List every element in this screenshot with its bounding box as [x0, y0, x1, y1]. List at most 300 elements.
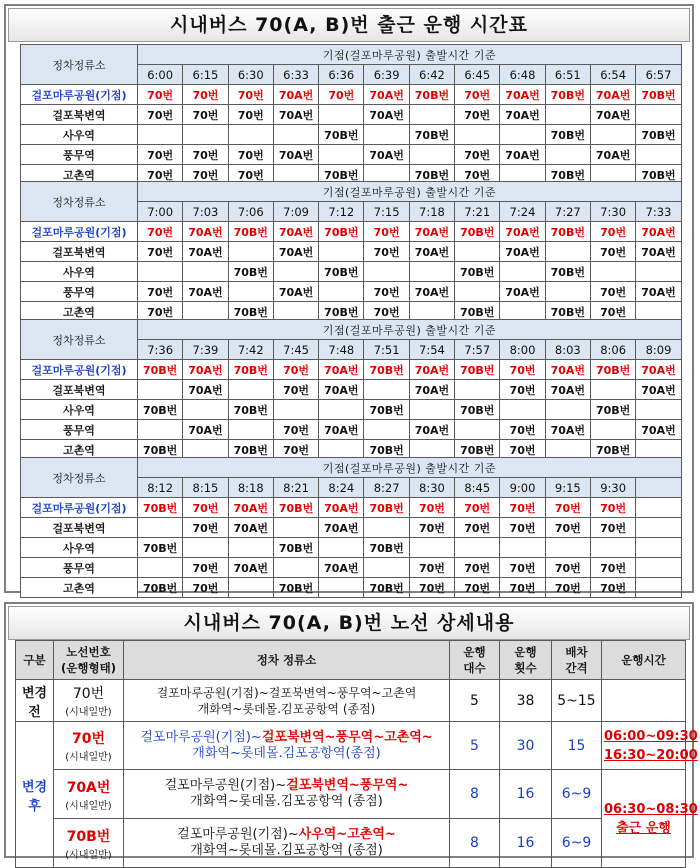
- stops-header: 정차 정류소: [124, 641, 450, 680]
- stop-name: 걸포북변역: [21, 105, 138, 125]
- bus-route-cell: 70번: [273, 420, 318, 440]
- bus-route-cell: 70번: [138, 85, 183, 105]
- block-header-row: [21, 320, 682, 340]
- bus-route-cell: 70B번: [364, 400, 409, 420]
- bus-route-cell: 70A번: [319, 420, 364, 440]
- bus-route-cell: 70번: [183, 558, 228, 578]
- departure-time: 7:00: [138, 202, 183, 222]
- bus-route-cell: [500, 538, 545, 558]
- stop-row: [21, 578, 682, 598]
- departure-time: 7:09: [273, 202, 318, 222]
- bus-route-cell: [273, 125, 318, 145]
- bus-route-cell: [545, 105, 590, 125]
- bus-route-cell: 70A번: [500, 242, 545, 262]
- bus-route-cell: 70번: [228, 145, 273, 165]
- bus-route-cell: 70A번: [409, 380, 454, 400]
- bus-route-cell: 70번: [183, 145, 228, 165]
- departure-basis-label: 기점(걸포마루공원) 출발시간 기준: [138, 458, 682, 478]
- timetable-block: [20, 319, 682, 460]
- bus-route-cell: 70B번: [455, 222, 500, 242]
- stop-row: [21, 400, 682, 420]
- interval-header: 배차 간격: [552, 641, 602, 680]
- bus-route-cell: 70A번: [590, 145, 635, 165]
- bus-route-cell: 70A번: [500, 85, 545, 105]
- bus-route-cell: 70번: [364, 282, 409, 302]
- timetable-title: 시내버스 70(A, B)번 출근 운행 시간표: [8, 8, 690, 42]
- bus-route-cell: 70A번: [636, 282, 681, 302]
- bus-route-cell: [636, 558, 681, 578]
- bus-route-cell: [138, 262, 183, 282]
- bus-route-cell: [228, 578, 273, 598]
- bus-route-cell: 70B번: [545, 85, 590, 105]
- stop-row: [21, 498, 682, 518]
- bus-route-cell: [409, 400, 454, 420]
- departure-basis-label: 기점(걸포마루공원) 출발시간 기준: [138, 320, 682, 340]
- bus-route-cell: 70A번: [228, 498, 273, 518]
- departure-time: 7:54: [409, 340, 454, 360]
- after-trips-70a: 16: [500, 770, 552, 819]
- bus-route-cell: [319, 538, 364, 558]
- bus-route-cell: 70B번: [364, 498, 409, 518]
- stop-header: 정차정류소: [21, 182, 138, 222]
- bus-route-cell: [228, 242, 273, 262]
- bus-route-cell: [455, 420, 500, 440]
- details-header-row: [16, 641, 686, 680]
- bus-route-cell: 70B번: [138, 360, 183, 380]
- bus-route-cell: 70번: [500, 498, 545, 518]
- departure-time: 8:45: [455, 478, 500, 498]
- bus-route-cell: 70A번: [228, 558, 273, 578]
- bus-route-cell: [409, 538, 454, 558]
- departure-time: 9:15: [545, 478, 590, 498]
- departure-basis-label: 기점(걸포마루공원) 출발시간 기준: [138, 182, 682, 202]
- category-header: 구분: [16, 641, 54, 680]
- bus-route-cell: 70B번: [138, 440, 183, 460]
- bus-route-cell: [364, 262, 409, 282]
- after-hours-70: 06:00~09:30 16:30~20:00: [602, 722, 686, 770]
- departure-time: 7:03: [183, 202, 228, 222]
- bus-route-cell: 70번: [138, 302, 183, 322]
- departure-time: 6:15: [183, 65, 228, 85]
- route-details-table: [15, 640, 698, 868]
- bus-route-cell: 70B번: [455, 360, 500, 380]
- stop-name: 풍무역: [21, 145, 138, 165]
- after-trips-70: 30: [500, 722, 552, 770]
- departure-time: 7:36: [138, 340, 183, 360]
- bus-route-cell: 70A번: [636, 222, 681, 242]
- bus-route-cell: 70B번: [545, 125, 590, 145]
- bus-route-cell: 70A번: [183, 282, 228, 302]
- bus-route-cell: 70번: [455, 498, 500, 518]
- departure-time: 6:39: [364, 65, 409, 85]
- bus-route-cell: 70번: [590, 578, 635, 598]
- bus-route-cell: [455, 125, 500, 145]
- bus-route-cell: 70A번: [183, 242, 228, 262]
- departure-time: 8:06: [590, 340, 635, 360]
- before-buses: 5: [450, 680, 500, 722]
- bus-route-cell: 70번: [590, 302, 635, 322]
- bus-route-cell: 70B번: [364, 440, 409, 460]
- bus-route-cell: 70번: [319, 85, 364, 105]
- bus-route-cell: 70A번: [319, 380, 364, 400]
- bus-route-cell: 70A번: [409, 222, 454, 242]
- bus-route-cell: 70번: [500, 578, 545, 598]
- departure-time: 8:21: [273, 478, 318, 498]
- timetable-block: [20, 44, 682, 185]
- bus-route-cell: 70B번: [138, 400, 183, 420]
- trips-header: 운행 횟수: [500, 641, 552, 680]
- departure-time: 6:30: [228, 65, 273, 85]
- departure-time: 8:27: [364, 478, 409, 498]
- bus-route-cell: 70번: [138, 222, 183, 242]
- departure-time: 8:00: [500, 340, 545, 360]
- bus-route-cell: 70번: [500, 380, 545, 400]
- departure-time: 7:51: [364, 340, 409, 360]
- bus-route-cell: [364, 518, 409, 538]
- departure-time: 7:45: [273, 340, 318, 360]
- bus-route-cell: 70번: [455, 518, 500, 538]
- bus-route-cell: 70A번: [228, 518, 273, 538]
- bus-route-cell: 70A번: [545, 420, 590, 440]
- bus-route-cell: 70번: [138, 282, 183, 302]
- bus-route-cell: 70B번: [319, 222, 364, 242]
- stop-row: [21, 222, 682, 242]
- bus-route-cell: 70번: [545, 498, 590, 518]
- stop-row: [21, 105, 682, 125]
- timetable-block: [20, 457, 682, 598]
- stop-name: 풍무역: [21, 282, 138, 302]
- after-buses-70a: 8: [450, 770, 500, 819]
- bus-route-cell: [138, 380, 183, 400]
- bus-route-cell: 70번: [409, 518, 454, 538]
- bus-route-cell: 70B번: [636, 165, 681, 185]
- after-row-70b: [16, 819, 686, 868]
- stop-row: [21, 282, 682, 302]
- bus-route-cell: 70B번: [590, 400, 635, 420]
- bus-route-cell: [228, 420, 273, 440]
- route-details-title: 시내버스 70(A, B)번 노선 상세내용: [8, 606, 690, 640]
- departure-time: [636, 478, 681, 498]
- bus-route-cell: 70B번: [409, 85, 454, 105]
- bus-route-cell: 70A번: [273, 145, 318, 165]
- bus-route-cell: 70번: [500, 440, 545, 460]
- stop-name: 사우역: [21, 400, 138, 420]
- before-route: 70번 (시내일반): [54, 680, 124, 722]
- after-interval-70: 15: [552, 722, 602, 770]
- bus-route-cell: [455, 538, 500, 558]
- bus-route-cell: 70번: [183, 578, 228, 598]
- stop-name: 걸포마루공원(기점): [21, 222, 138, 242]
- departure-time: 6:45: [455, 65, 500, 85]
- bus-route-cell: 70번: [455, 558, 500, 578]
- bus-route-cell: 70B번: [319, 125, 364, 145]
- departure-time: 6:54: [590, 65, 635, 85]
- departure-time: 6:36: [319, 65, 364, 85]
- bus-route-cell: 70A번: [319, 518, 364, 538]
- bus-route-cell: 70A번: [409, 282, 454, 302]
- stop-header: 정차정류소: [21, 320, 138, 360]
- bus-route-cell: 70번: [590, 558, 635, 578]
- departure-time: 8:12: [138, 478, 183, 498]
- bus-route-cell: [138, 518, 183, 538]
- bus-route-cell: 70A번: [319, 360, 364, 380]
- bus-route-cell: 70B번: [319, 262, 364, 282]
- stop-name: 고촌역: [21, 578, 138, 598]
- bus-route-cell: 70번: [364, 302, 409, 322]
- departure-time: 6:42: [409, 65, 454, 85]
- before-row: [16, 680, 686, 722]
- bus-route-cell: [409, 145, 454, 165]
- route-details-section: [4, 602, 698, 861]
- bus-route-cell: [636, 105, 681, 125]
- bus-route-cell: 70번: [138, 105, 183, 125]
- stop-name: 걸포마루공원(기점): [21, 498, 138, 518]
- bus-route-cell: 70A번: [364, 105, 409, 125]
- bus-route-cell: 70B번: [138, 538, 183, 558]
- departure-time: 6:57: [636, 65, 681, 85]
- departure-time: 7:30: [590, 202, 635, 222]
- bus-route-cell: 70A번: [636, 380, 681, 400]
- bus-route-cell: [590, 538, 635, 558]
- after-route-70a: 70A번 (시내일반): [54, 770, 124, 819]
- bus-route-cell: 70번: [138, 242, 183, 262]
- after-buses-70b: 8: [450, 819, 500, 868]
- bus-route-cell: 70번: [500, 518, 545, 538]
- stop-name: 풍무역: [21, 558, 138, 578]
- bus-route-cell: 70번: [183, 105, 228, 125]
- bus-route-cell: [228, 380, 273, 400]
- bus-route-cell: [319, 578, 364, 598]
- after-route-70b: 70B번 (시내일반): [54, 819, 124, 868]
- after-route-70: 70번 (시내일반): [54, 722, 124, 770]
- bus-route-cell: 70번: [273, 440, 318, 460]
- bus-route-cell: [273, 400, 318, 420]
- departure-time: 8:30: [409, 478, 454, 498]
- timetable-section: [4, 4, 694, 593]
- bus-route-cell: [590, 380, 635, 400]
- bus-route-cell: 70번: [590, 222, 635, 242]
- bus-route-cell: [636, 262, 681, 282]
- after-hours-commute: 06:30~08:30 출근 운행: [602, 770, 686, 868]
- after-interval-70b: 6~9: [552, 819, 602, 868]
- bus-route-cell: [319, 145, 364, 165]
- bus-route-cell: [500, 125, 545, 145]
- bus-route-cell: 70B번: [319, 302, 364, 322]
- bus-route-cell: 70번: [183, 165, 228, 185]
- departure-time: 6:00: [138, 65, 183, 85]
- bus-route-cell: [590, 420, 635, 440]
- stop-name: 걸포북변역: [21, 380, 138, 400]
- bus-route-cell: [636, 498, 681, 518]
- bus-route-cell: 70A번: [636, 360, 681, 380]
- departure-time: 9:30: [590, 478, 635, 498]
- departure-time: 6:51: [545, 65, 590, 85]
- bus-route-cell: 70B번: [228, 302, 273, 322]
- bus-route-cell: [455, 380, 500, 400]
- bus-route-cell: [409, 262, 454, 282]
- departure-time: 7:57: [455, 340, 500, 360]
- bus-route-cell: 70번: [455, 105, 500, 125]
- stop-row: [21, 518, 682, 538]
- bus-route-cell: [319, 242, 364, 262]
- stop-name: 걸포마루공원(기점): [21, 360, 138, 380]
- bus-route-cell: 70번: [364, 242, 409, 262]
- bus-route-cell: 70번: [455, 145, 500, 165]
- bus-route-cell: 70B번: [636, 125, 681, 145]
- route-number-header: 노선번호 (운행형태): [54, 641, 124, 680]
- bus-route-cell: 70B번: [590, 440, 635, 460]
- bus-route-cell: 70번: [183, 498, 228, 518]
- hours-header: 운행시간: [602, 641, 686, 680]
- bus-route-cell: 70A번: [409, 360, 454, 380]
- bus-route-cell: 70B번: [228, 440, 273, 460]
- departure-time: 7:18: [409, 202, 454, 222]
- after-interval-70a: 6~9: [552, 770, 602, 819]
- bus-route-cell: 70번: [590, 282, 635, 302]
- bus-route-cell: 70번: [409, 498, 454, 518]
- block-header-row: [21, 45, 682, 65]
- stop-row: [21, 360, 682, 380]
- bus-route-cell: 70번: [545, 578, 590, 598]
- bus-route-cell: [590, 262, 635, 282]
- bus-route-cell: [183, 125, 228, 145]
- bus-route-cell: [500, 400, 545, 420]
- before-trips: 38: [500, 680, 552, 722]
- bus-route-cell: 70A번: [590, 85, 635, 105]
- departure-basis-label: 기점(걸포마루공원) 출발시간 기준: [138, 45, 682, 65]
- after-buses-70: 5: [450, 722, 500, 770]
- bus-route-cell: 70A번: [183, 380, 228, 400]
- stop-name: 걸포북변역: [21, 242, 138, 262]
- after-stops-70b: 걸포마루공원(기점)~사우역~고촌역~ 개화역~롯데몰.김포공항역 (종점): [124, 819, 450, 868]
- bus-route-cell: [455, 242, 500, 262]
- stop-row: [21, 420, 682, 440]
- bus-route-cell: 70A번: [409, 420, 454, 440]
- bus-route-cell: [455, 282, 500, 302]
- bus-route-cell: [545, 282, 590, 302]
- bus-route-cell: 70A번: [364, 145, 409, 165]
- stop-name: 걸포마루공원(기점): [21, 85, 138, 105]
- bus-route-cell: [409, 105, 454, 125]
- bus-route-cell: 70A번: [500, 105, 545, 125]
- stop-name: 고촌역: [21, 165, 138, 185]
- stop-row: [21, 262, 682, 282]
- bus-route-cell: 70번: [364, 222, 409, 242]
- bus-route-cell: 70번: [138, 165, 183, 185]
- stop-name: 사우역: [21, 125, 138, 145]
- after-row-70a: [16, 770, 686, 819]
- bus-route-cell: 70B번: [545, 262, 590, 282]
- departure-time: 8:18: [228, 478, 273, 498]
- stop-name: 사우역: [21, 538, 138, 558]
- stop-row: [21, 242, 682, 262]
- timetable-block: [20, 181, 682, 322]
- bus-route-cell: 70번: [138, 145, 183, 165]
- bus-route-cell: [590, 125, 635, 145]
- bus-route-cell: 70번: [455, 165, 500, 185]
- bus-route-cell: 70번: [500, 558, 545, 578]
- stop-row: [21, 538, 682, 558]
- bus-route-cell: 70A번: [273, 222, 318, 242]
- bus-route-cell: 70A번: [273, 242, 318, 262]
- bus-route-cell: [545, 538, 590, 558]
- after-stops-70: 걸포마루공원(기점)~걸포북변역~풍무역~고촌역~ 개화역~롯데몰.김포공항역(종점): [124, 722, 450, 770]
- bus-route-cell: 70번: [590, 518, 635, 538]
- bus-route-cell: 70B번: [409, 125, 454, 145]
- bus-route-cell: 70A번: [183, 420, 228, 440]
- bus-route-cell: 70번: [590, 498, 635, 518]
- bus-route-cell: 70A번: [636, 242, 681, 262]
- bus-route-cell: 70A번: [545, 360, 590, 380]
- bus-route-cell: [636, 578, 681, 598]
- departure-time: 7:33: [636, 202, 681, 222]
- bus-route-cell: 70B번: [590, 360, 635, 380]
- stop-row: [21, 125, 682, 145]
- bus-route-cell: [228, 282, 273, 302]
- bus-route-cell: [364, 558, 409, 578]
- bus-route-cell: 70B번: [273, 498, 318, 518]
- bus-route-cell: 70번: [545, 518, 590, 538]
- bus-route-cell: 70번: [183, 85, 228, 105]
- bus-route-cell: [319, 105, 364, 125]
- bus-route-cell: [636, 400, 681, 420]
- bus-route-cell: 70번: [273, 360, 318, 380]
- bus-route-cell: [183, 262, 228, 282]
- bus-route-cell: 70A번: [319, 498, 364, 518]
- bus-route-cell: [319, 282, 364, 302]
- bus-route-cell: 70A번: [273, 105, 318, 125]
- bus-route-cell: 70B번: [138, 498, 183, 518]
- bus-route-cell: [138, 125, 183, 145]
- bus-route-cell: 70B번: [228, 262, 273, 282]
- bus-route-cell: 70B번: [545, 222, 590, 242]
- bus-route-cell: 70번: [500, 360, 545, 380]
- bus-route-cell: 70A번: [590, 105, 635, 125]
- buses-header: 운행 대수: [450, 641, 500, 680]
- block-header-row: [21, 458, 682, 478]
- departure-time: 7:12: [319, 202, 364, 222]
- bus-route-cell: 70A번: [636, 420, 681, 440]
- departure-time: 9:00: [500, 478, 545, 498]
- bus-route-cell: 70A번: [319, 558, 364, 578]
- bus-route-cell: 70번: [183, 518, 228, 538]
- stop-header: 정차정류소: [21, 458, 138, 498]
- bus-route-cell: 70B번: [364, 578, 409, 598]
- departure-time: 6:48: [500, 65, 545, 85]
- bus-route-cell: [183, 400, 228, 420]
- bus-route-cell: 70B번: [636, 85, 681, 105]
- bus-route-cell: 70A번: [183, 222, 228, 242]
- block-header-row: [21, 182, 682, 202]
- bus-route-cell: [545, 400, 590, 420]
- departure-time: 8:09: [636, 340, 681, 360]
- stop-name: 풍무역: [21, 420, 138, 440]
- bus-route-cell: [228, 538, 273, 558]
- after-row-70: [16, 722, 686, 770]
- bus-route-cell: 70B번: [455, 302, 500, 322]
- bus-route-cell: 70번: [228, 105, 273, 125]
- bus-route-cell: 70B번: [455, 262, 500, 282]
- before-stops: 걸포마루공원(기점)~걸포북변역~풍무역~고촌역 개화역~롯데몰.김포공항역 (종점): [124, 680, 450, 722]
- bus-route-cell: 70번: [409, 558, 454, 578]
- departure-time: 7:48: [319, 340, 364, 360]
- stop-name: 고촌역: [21, 440, 138, 460]
- bus-route-cell: [364, 380, 409, 400]
- bus-route-cell: 70A번: [545, 380, 590, 400]
- bus-route-cell: 70B번: [545, 165, 590, 185]
- bus-route-cell: 70B번: [138, 578, 183, 598]
- bus-route-cell: 70번: [455, 85, 500, 105]
